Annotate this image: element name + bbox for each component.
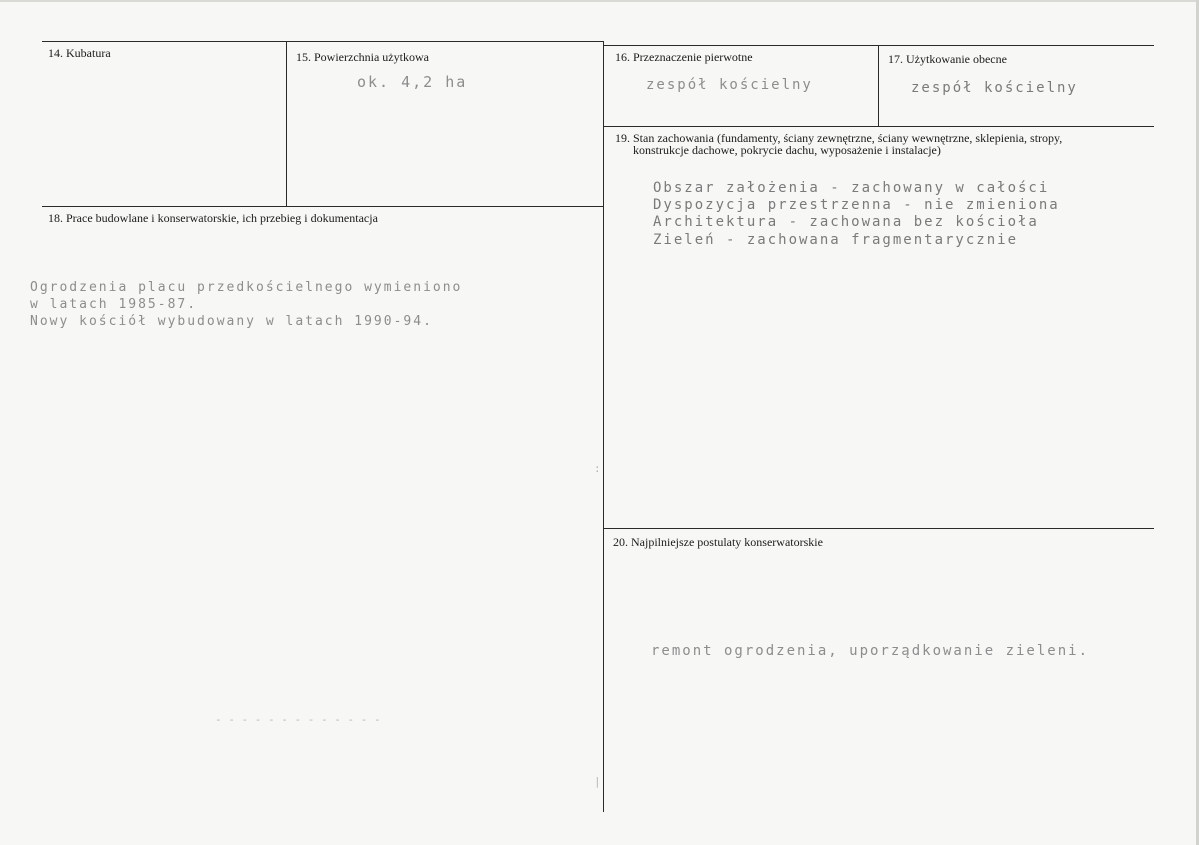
- scan-speck: - - - - - - - - - - - - -: [215, 713, 381, 726]
- powierzchnia-value: ok. 4,2 ha: [357, 73, 468, 91]
- uzytkowanie-value: zespół kościelny: [911, 80, 1078, 96]
- prace-line-3: Nowy kościół wybudowany w latach 1990-94.: [30, 314, 433, 329]
- rule-center-divider: [603, 41, 604, 812]
- przeznaczenie-value: zespół kościelny: [646, 77, 813, 93]
- rule-under-14-15: [42, 206, 604, 207]
- przeznaczenie-label: 16. Przeznaczenie pierwotne: [615, 50, 753, 64]
- prace-label: 18. Prace budowlane i konserwatorskie, ich przebieg i dokumentacja: [48, 211, 378, 225]
- stan-line-2: Dyspozycja przestrzenna - nie zmieniona: [653, 197, 1060, 213]
- uzytkowanie-label: 17. Użytkowanie obecne: [888, 52, 1007, 66]
- rule-top-right: [604, 45, 1154, 46]
- rule-above-20: [604, 528, 1154, 529]
- scan-speck: :: [594, 462, 601, 475]
- scan-speck: |: [594, 775, 601, 788]
- stan-line-3: Architektura - zachowana bez kościoła: [653, 214, 1039, 230]
- prace-line-1: Ogrodzenia placu przedkościelnego wymieniono: [30, 280, 463, 295]
- scan-top-edge: [0, 0, 1199, 2]
- postulaty-value: remont ogrodzenia, uporządkowanie zieleni.: [651, 643, 1090, 659]
- rule-top-left: [42, 41, 604, 42]
- stan-line-4: Zieleń - zachowana fragmentarycznie: [653, 232, 1019, 248]
- rule-divider-14-15: [286, 41, 287, 206]
- stan-label-line1: 19. Stan zachowania (fundamenty, ściany zewnętrzne, ściany wewnętrzne, sklepienia, stropy,: [615, 131, 1063, 145]
- stan-label-line2: konstrukcje dachowe, pokrycie dachu, wyposażenie i instalacje): [633, 143, 941, 157]
- prace-line-2: w latach 1985-87.: [30, 297, 198, 312]
- powierzchnia-label: 15. Powierzchnia użytkowa: [296, 50, 429, 64]
- postulaty-label: 20. Najpilniejsze postulaty konserwatorskie: [613, 535, 823, 549]
- rule-under-16-17: [604, 126, 1154, 127]
- rule-divider-16-17: [878, 45, 879, 126]
- kubatura-label: 14. Kubatura: [48, 46, 111, 60]
- stan-line-1: Obszar założenia - zachowany w całości: [653, 180, 1050, 196]
